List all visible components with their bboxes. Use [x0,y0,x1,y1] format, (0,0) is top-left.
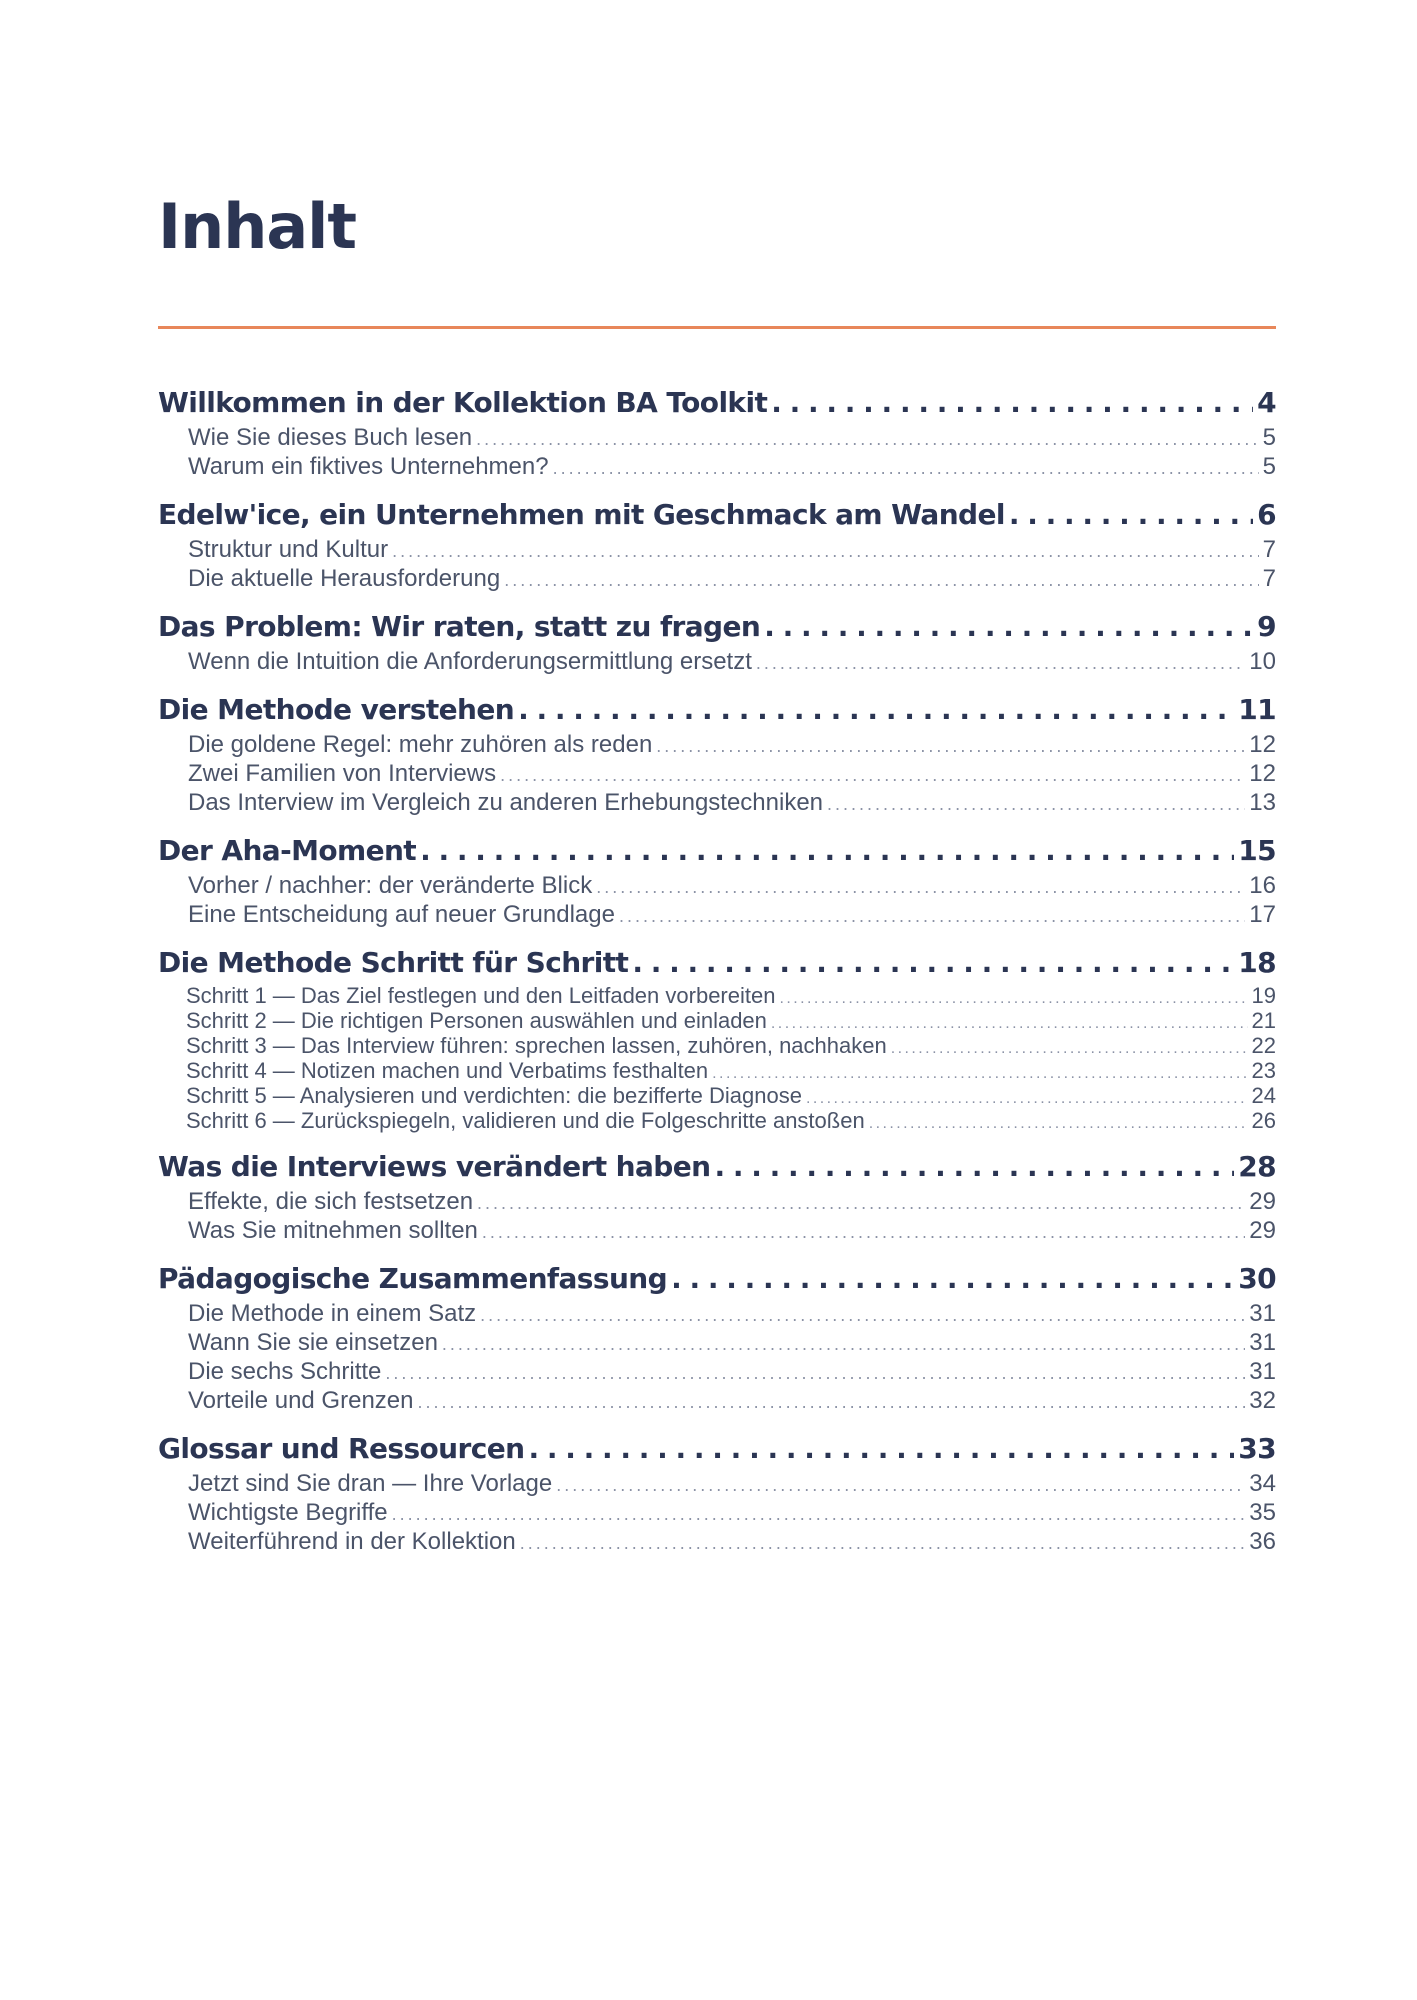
toc-subsection-entry-page-number: 21 [1251,1008,1276,1033]
toc-chapter-entry[interactable] [158,495,1276,535]
toc-chapter-entry-title: Das Problem: Wir raten, statt zu fragen [158,610,761,643]
toc-subsection-entry-page-number: 23 [1251,1058,1276,1083]
toc-section [158,831,1276,929]
toc-chapter-entry-title: Pädagogische Zusammenfassung [158,1262,668,1295]
toc-subsection-entry[interactable] [158,730,1276,759]
toc-subsection-entry-title: Effekte, die sich festsetzen [188,1188,474,1215]
dot-leader [779,986,1247,1011]
toc-subsection-entry-page-number: 13 [1249,789,1276,816]
toc-subsection-entry-title: Die goldene Regel: mehr zuhören als reden [188,731,653,758]
toc-subsection-entry-title: Schritt 4 — Notizen machen und Verbatims festhalten [186,1058,709,1083]
toc-subsection-entry-title: Vorteile und Grenzen [188,1387,414,1414]
toc-subsection-entry[interactable] [158,788,1276,817]
toc-chapter-entry[interactable] [158,1147,1276,1187]
toc-subsection-entry-page-number: 32 [1249,1387,1276,1414]
toc-section [158,383,1276,481]
toc-chapter-entry-page-number: 33 [1238,1432,1276,1465]
toc-subsection-entry-page-number: 22 [1251,1033,1276,1058]
dot-leader [656,732,1245,761]
toc-subsection-entry-title: Schritt 2 — Die richtigen Personen auswählen und einladen [186,1008,767,1033]
toc-chapter-entry[interactable] [158,607,1276,647]
dot-leader [771,383,1253,423]
toc-section [158,1147,1276,1245]
toc-section [158,943,1276,1133]
toc-subsection-entry[interactable] [158,1033,1276,1058]
toc-subsection-entry-page-number: 12 [1249,760,1276,787]
dot-leader [480,1301,1245,1330]
dot-leader [891,1036,1248,1061]
toc-subsection-entry-title: Warum ein fiktives Unternehmen? [188,453,549,480]
toc-subsection-entry[interactable] [158,535,1276,564]
toc-subsection-entry-page-number: 12 [1249,731,1276,758]
toc-subsection-entry-page-number: 35 [1249,1499,1276,1526]
toc-subsection-entry-title: Wichtigste Begriffe [188,1499,388,1526]
toc-section [158,1429,1276,1556]
toc-subsection-entry[interactable] [158,1083,1276,1108]
toc-chapter-entry-title: Die Methode Schritt für Schritt [158,946,629,979]
dot-leader [420,831,1234,871]
toc-chapter-entry-page-number: 6 [1257,498,1276,531]
dot-leader [756,649,1245,678]
dot-leader [1009,495,1253,535]
toc-subsection-entry[interactable] [158,871,1276,900]
toc-chapter-entry-page-number: 15 [1238,834,1276,867]
toc-subsection-entry-title: Zwei Familien von Interviews [188,760,497,787]
toc-subsection-entry[interactable] [158,759,1276,788]
dot-leader [764,607,1253,647]
dot-leader [596,873,1245,902]
toc-subsection-entry-title: Vorher / nachher: der veränderte Blick [188,872,593,899]
toc-subsection-entry[interactable] [158,1527,1276,1556]
toc-subsection-entry-page-number: 34 [1249,1470,1276,1497]
toc-chapter-entry-title: Die Methode verstehen [158,693,515,726]
dot-leader [827,790,1245,819]
toc-chapter-entry-page-number: 4 [1257,386,1276,419]
toc-subsection-entry-title: Weiterführend in der Kollektion [188,1528,516,1555]
title-divider [158,326,1276,329]
toc-chapter-entry[interactable] [158,383,1276,423]
toc-chapter-entry[interactable] [158,1259,1276,1299]
toc-subsection-entry-title: Was Sie mitnehmen sollten [188,1217,478,1244]
dot-leader [806,1086,1248,1111]
toc-subsection-entry[interactable] [158,1386,1276,1415]
toc-subsection-entry-title: Eine Entscheidung auf neuer Grundlage [188,901,615,928]
toc-subsection-entry[interactable] [158,1357,1276,1386]
toc-subsection-entry-page-number: 31 [1249,1358,1276,1385]
toc-chapter-entry-page-number: 30 [1238,1262,1276,1295]
toc-subsection-entry-page-number: 5 [1262,424,1276,451]
page-title: Inhalt [158,190,357,263]
toc-subsection-entry[interactable] [158,452,1276,481]
dot-leader [476,425,1258,454]
toc-subsection-entry-page-number: 29 [1249,1188,1276,1215]
toc-subsection-entry-title: Struktur und Kultur [188,536,389,563]
toc-section [158,607,1276,676]
toc-chapter-entry[interactable] [158,690,1276,730]
toc-chapter-entry-title: Der Aha-Moment [158,834,417,867]
toc-subsection-entry[interactable] [158,423,1276,452]
toc-subsection-entry-page-number: 7 [1262,536,1276,563]
toc-subsection-entry-title: Die sechs Schritte [188,1358,382,1385]
toc-subsection-entry[interactable] [158,1328,1276,1357]
dot-leader [619,902,1245,931]
dot-leader [385,1359,1245,1388]
toc-subsection-entry[interactable] [158,647,1276,676]
dot-leader [553,454,1259,483]
toc-subsection-entry-title: Wenn die Intuition die Anforderungsermittlung ersetzt [188,648,752,675]
toc-subsection-entry[interactable] [158,1469,1276,1498]
toc-chapter-entry-title: Glossar und Ressourcen [158,1432,525,1465]
toc-subsection-entry-title: Die aktuelle Herausforderung [188,565,501,592]
toc-subsection-entry-page-number: 29 [1249,1217,1276,1244]
toc-subsection-entry-title: Wann Sie sie einsetzen [188,1329,438,1356]
toc-chapter-entry-title: Edelw'ice, ein Unternehmen mit Geschmack am Wandel [158,498,1005,531]
toc-subsection-entry-page-number: 5 [1262,453,1276,480]
dot-leader [500,761,1245,790]
dot-leader [556,1471,1245,1500]
dot-leader [518,690,1234,730]
toc-subsection-entry-title: Schritt 1 — Das Ziel festlegen und den Leitfaden vorbereiten [186,983,776,1008]
toc-subsection-entry-page-number: 26 [1251,1108,1276,1133]
toc-section [158,495,1276,593]
toc-chapter-entry-page-number: 11 [1238,693,1276,726]
toc-subsection-entry[interactable] [158,1299,1276,1328]
toc-subsection-entry-page-number: 19 [1251,983,1276,1008]
dot-leader [504,566,1258,595]
toc-subsection-entry[interactable] [158,1187,1276,1216]
toc-subsection-entry-title: Schritt 6 — Zurückspiegeln, validieren und die Folgeschritte anstoßen [186,1108,865,1133]
toc-subsection-entry-title: Schritt 3 — Das Interview führen: sprechen lassen, zuhören, nachhaken [186,1033,887,1058]
toc-chapter-entry-page-number: 9 [1257,610,1276,643]
toc-subsection-entry-page-number: 36 [1249,1528,1276,1555]
toc-subsection-entry-page-number: 17 [1249,901,1276,928]
toc-subsection-entry-page-number: 31 [1249,1300,1276,1327]
dot-leader [714,1147,1234,1187]
toc-subsection-entry[interactable] [158,1498,1276,1527]
dot-leader [442,1330,1245,1359]
toc-chapter-entry[interactable] [158,831,1276,871]
toc-chapter-entry-title: Was die Interviews verändert haben [158,1150,711,1183]
toc-subsection-entry[interactable] [158,1058,1276,1083]
dot-leader [417,1388,1245,1417]
toc-subsection-entry-page-number: 10 [1249,648,1276,675]
dot-leader [477,1189,1245,1218]
dot-leader [528,1429,1234,1469]
dot-leader [520,1529,1246,1558]
dot-leader [482,1218,1245,1247]
toc-chapter-entry-title: Willkommen in der Kollektion BA Toolkit [158,386,768,419]
toc-subsection-entry-title: Das Interview im Vergleich zu anderen Erhebungstechniken [188,789,824,816]
dot-leader [671,1259,1234,1299]
toc-chapter-entry[interactable] [158,1429,1276,1469]
toc-subsection-entry-title: Schritt 5 — Analysieren und verdichten: die bezifferte Diagnose [186,1083,802,1108]
dot-leader [869,1111,1248,1136]
toc-subsection-entry-title: Die Methode in einem Satz [188,1300,477,1327]
toc-chapter-entry[interactable] [158,943,1276,983]
table-of-contents [158,383,1276,1570]
toc-section [158,690,1276,817]
toc-chapter-entry-page-number: 28 [1238,1150,1276,1183]
toc-subsection-entry-page-number: 16 [1249,872,1276,899]
toc-subsection-entry[interactable] [158,564,1276,593]
toc-subsection-entry[interactable] [158,1008,1276,1033]
toc-subsection-entry-title: Wie Sie dieses Buch lesen [188,424,473,451]
toc-subsection-entry[interactable] [158,983,1276,1008]
toc-subsection-entry[interactable] [158,1108,1276,1133]
toc-subsection-entry-page-number: 31 [1249,1329,1276,1356]
dot-leader [392,537,1259,566]
toc-subsection-entry[interactable] [158,900,1276,929]
dot-leader [632,943,1234,983]
toc-subsection-entry-page-number: 24 [1251,1083,1276,1108]
toc-subsection-entry-page-number: 7 [1262,565,1276,592]
toc-chapter-entry-page-number: 18 [1238,946,1276,979]
toc-section [158,1259,1276,1415]
dot-leader [392,1500,1246,1529]
toc-subsection-entry-title: Jetzt sind Sie dran — Ihre Vorlage [188,1470,553,1497]
toc-subsection-entry[interactable] [158,1216,1276,1245]
